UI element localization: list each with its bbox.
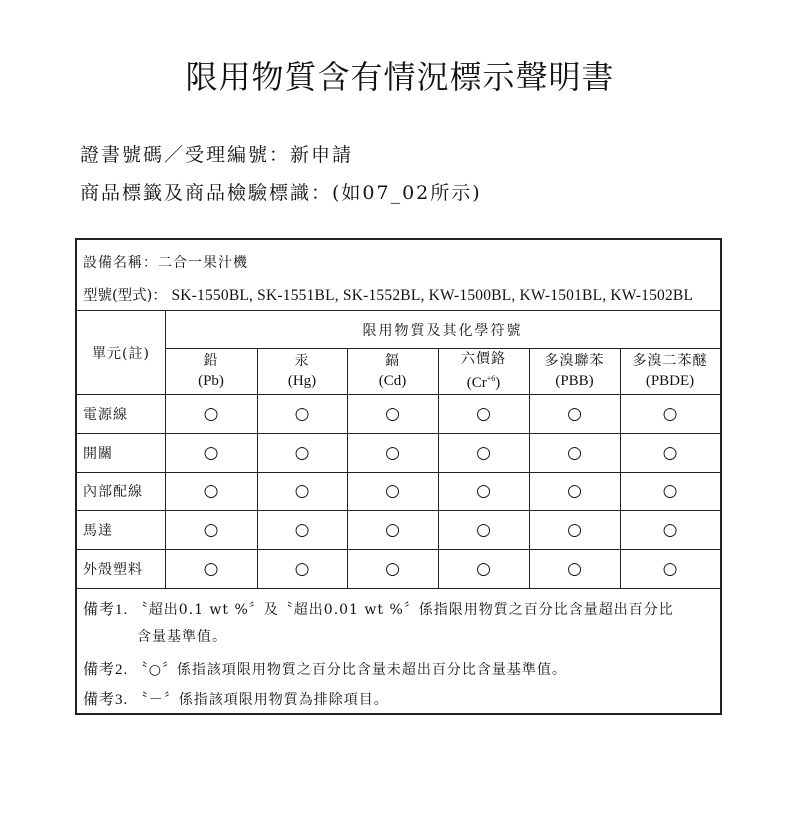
table-row-unit: 開關 [83, 445, 113, 462]
compliance-mark: ○ [294, 558, 310, 579]
compliance-mark: ○ [476, 558, 491, 579]
oxidation-state: +6 [486, 374, 496, 383]
compliance-mark: ○ [294, 442, 310, 463]
compliance-mark: ○ [203, 519, 219, 540]
compliance-mark: ○ [385, 519, 400, 540]
substance-header-cadmium [347, 348, 438, 394]
substance-symbol: (Hg) [287, 373, 317, 389]
model-value: SK-1550BL, SK-1551BL, SK-1552BL, KW-1500BL, KW-1501BL, KW-1502BL [171, 287, 694, 304]
substance-header-chromium [438, 348, 529, 394]
compliance-mark: ○ [567, 519, 582, 540]
substance-symbol: (PBDE) [645, 373, 695, 389]
substance-symbol [467, 369, 501, 393]
note-text: 〝○〞係指該項限用物質之百分比含量未超出百分比含量基準值。 [133, 662, 567, 678]
substance-header-pbb [529, 348, 620, 394]
substance-name: 汞 [294, 353, 310, 369]
compliance-mark: ○ [476, 519, 491, 540]
substance-name: 多溴二苯醚 [632, 353, 708, 369]
page-title: 限用物質含有情況標示聲明書 [185, 58, 615, 96]
substance-name: 鉛 [203, 353, 219, 369]
substance-symbol: (PBB) [555, 373, 594, 389]
compliance-mark: ○ [476, 403, 491, 424]
substance-name: 鎘 [385, 353, 400, 369]
note-number: 備考2. [83, 662, 129, 678]
substance-name: 多溴聯苯 [544, 353, 605, 369]
substance-group-header: 限用物質及其化學符號 [362, 323, 523, 339]
substance-header-pbde [620, 348, 720, 394]
note-number: 備考1. [83, 602, 129, 618]
compliance-mark: ○ [203, 403, 219, 424]
substance-symbol: (Cd) [378, 373, 407, 389]
table-row-unit: 內部配線 [83, 484, 143, 500]
table-row-unit: 外殼塑料 [83, 561, 143, 578]
compliance-mark: ○ [476, 442, 491, 463]
table-rule [77, 588, 720, 589]
compliance-mark: ○ [567, 442, 582, 463]
table-row-unit: 馬達 [83, 522, 113, 539]
compliance-mark: ○ [662, 558, 678, 579]
note-text: 〝超出0.1 wt %〞及〝超出0.01 wt %〞係指限用物質之百分比含量超出百分比 [133, 602, 674, 618]
substance-header-mercury [257, 348, 347, 394]
compliance-mark: ○ [567, 403, 582, 424]
compliance-mark: ○ [385, 558, 400, 579]
compliance-mark: ○ [294, 519, 310, 540]
label-reference-line: 商品標籤及商品檢驗標識：(如07_02所示) [80, 182, 482, 204]
device-name-line [83, 252, 248, 272]
note-number: 備考3. [83, 692, 129, 708]
compliance-mark: ○ [567, 558, 582, 579]
compliance-mark: ○ [203, 442, 219, 463]
unit-column-header: 單元(註) [92, 346, 150, 362]
declaration-table [75, 238, 722, 715]
note-3 [83, 688, 389, 709]
compliance-mark: ○ [385, 442, 400, 463]
compliance-mark: ○ [662, 481, 678, 501]
symbol-part: (Cr [466, 375, 487, 391]
substance-symbol: (Pb) [198, 373, 224, 389]
substance-header-lead [165, 348, 257, 394]
note-text: 〝－〞係指該項限用物質為排除項目。 [133, 692, 389, 708]
table-row-unit: 電源線 [83, 406, 128, 423]
note-1 [83, 598, 674, 619]
certificate-number-line: 證書號碼／受理編號：新申請 [80, 144, 354, 166]
device-name-label: 設備名稱： [83, 255, 158, 271]
compliance-mark: ○ [385, 481, 400, 501]
compliance-mark: ○ [203, 558, 219, 579]
substance-name: 六價鉻 [461, 351, 506, 367]
device-name-value: 二合一果汁機 [158, 255, 248, 271]
model-label: 型號(型式)： [83, 288, 167, 304]
compliance-mark: ○ [294, 481, 310, 501]
compliance-mark: ○ [662, 442, 678, 463]
compliance-mark: ○ [662, 403, 678, 424]
compliance-mark: ○ [476, 481, 491, 501]
note-1-continued: 含量基準值。 [137, 629, 227, 645]
model-line [83, 284, 693, 305]
compliance-mark: ○ [567, 481, 582, 501]
compliance-mark: ○ [294, 403, 310, 424]
table-rule [77, 310, 720, 311]
compliance-mark: ○ [662, 519, 678, 540]
compliance-mark: ○ [203, 481, 219, 501]
symbol-part: ) [495, 375, 501, 391]
note-2 [83, 658, 567, 679]
compliance-mark: ○ [385, 403, 400, 424]
